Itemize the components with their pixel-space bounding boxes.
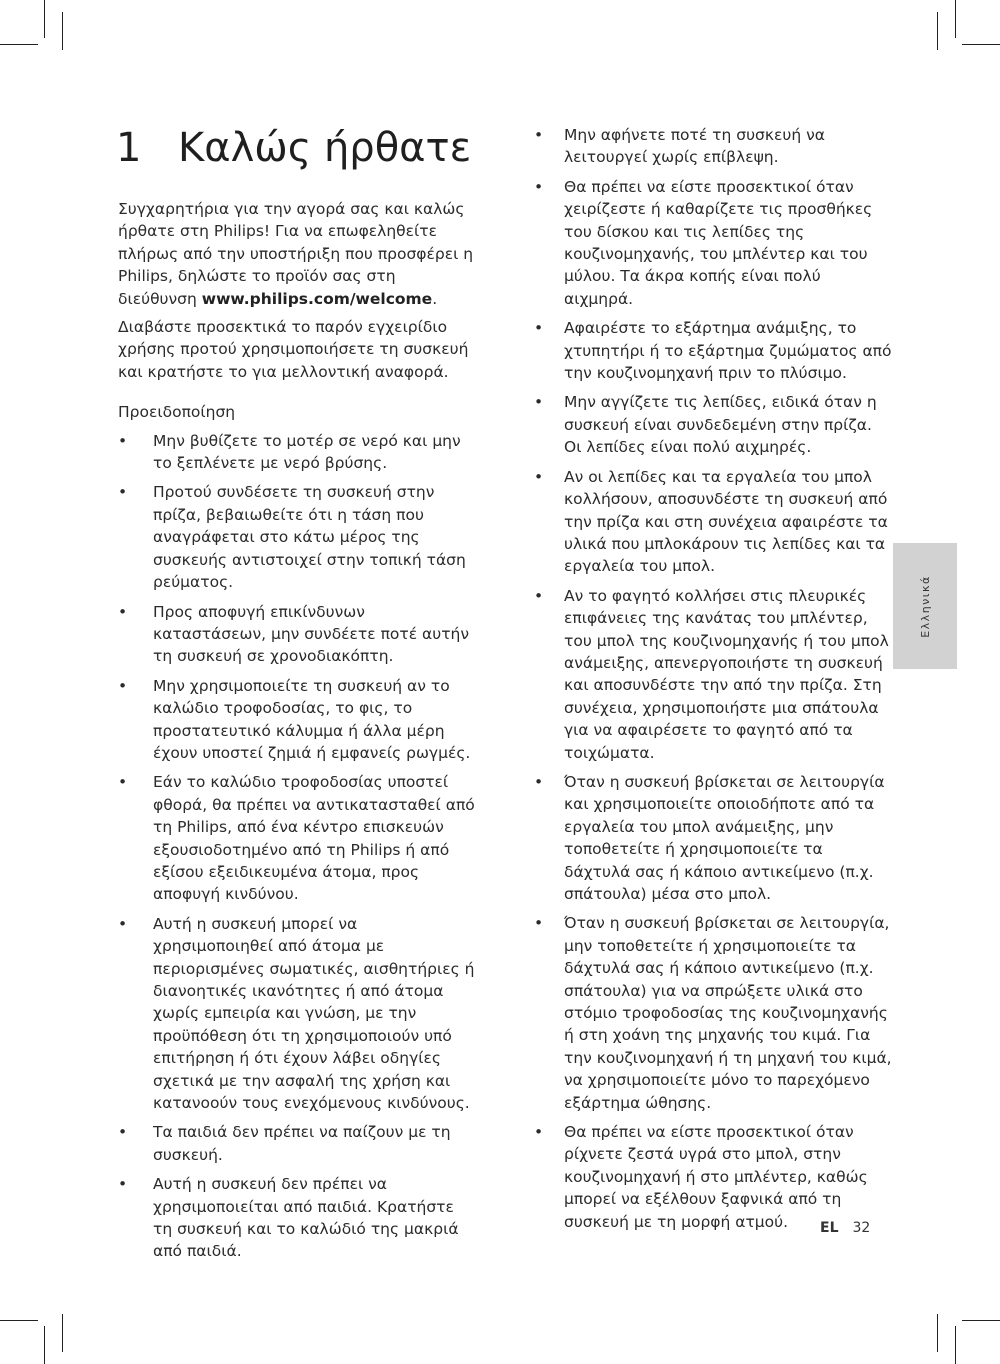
list-item: • Εάν το καλώδιο τροφοδοσίας υποστεί φθορά, θα πρέπει να αντικατασταθεί από τη Philips, από ένα κέντρο επισκευών εξουσιοδοτημένο από τη Philips ή από εξίσου εξειδικευμένα άτομα, προς αποφυγή κινδύνου.	[118, 773, 475, 904]
list-item: • Όταν η συσκευή βρίσκεται σε λειτουργία, μην τοποθετείτε ή χρησιμοποιείτε τα δάχτυλά σας ή κάποιο αντικείμενο (π.χ. σπάτουλα) για να σπρώξετε υλικά στο στόμιο τροφοδοσίας της κουζινομηχανής ή στη χοάνη της μηχανής του κιμά. Για την κουζινομηχανή ή τη μηχανή του κιμά, να χρησιμοποιείτε μόνο το παρεχόμενο εξάρτημα ώθησης.	[534, 914, 892, 1112]
page-number: 32	[852, 1220, 871, 1236]
crop-mark	[0, 1320, 38, 1321]
intro-paragraph: Συγχαρητήρια για την αγορά σας και καλώς ήρθατε στη Philips! Για να επωφεληθείτε πλήρως από την υποστήριξη που προσφέρει η Philips, δηλώστε το προϊόν σας στη διεύθυνση www.philips.com/welcome.	[118, 200, 474, 308]
list-item: • Όταν η συσκευή βρίσκεται σε λειτουργία και χρησιμοποιείτε οποιοδήποτε από τα εργαλεία του μπολ ανάμειξης, μην τοποθετείτε ή χρησιμοποιείτε τα δάχτυλά σας ή κάποιο αντικείμενο (π.χ. σπάτουλα) μέσα στο μπολ.	[534, 772, 885, 903]
welcome-url: www.philips.com/welcome	[201, 289, 433, 308]
chapter-number: 1	[116, 125, 142, 171]
right-column	[534, 124, 892, 1240]
language-tab-label: Ελληνικά	[918, 574, 932, 638]
warning-list	[118, 430, 476, 1263]
read-manual-paragraph: Διαβάστε προσεκτικά το παρόν εγχειρίδιο χρήσης προτού χρησιμοποιήσετε τη συσκευή και κρατήστε το για μελλοντική αναφορά.	[118, 318, 469, 381]
list-item: • Μην βυθίζετε το μοτέρ σε νερό και μην το ξεπλένετε με νερό βρύσης.	[118, 431, 461, 473]
crop-mark	[0, 44, 38, 45]
crop-mark	[44, 0, 45, 38]
list-item: • Αυτή η συσκευή μπορεί να χρησιμοποιηθεί από άτομα με περιορισμένες σωματικές, αισθητήριες ή διανοητικές ικανότητες ή από άτομα χωρίς εμπειρία και γνώση, με την προϋπόθεση ότι τη χρησιμοποιούν υπό επιτήρηση ή ότι έχουν λάβει οδηγίες σχετικά με την ασφαλή της χρήση και κατανοούν τους ενεχόμενους κινδύνους.	[118, 914, 475, 1113]
warning-list-continued	[534, 124, 892, 1233]
list-item: • Θα πρέπει να είστε προσεκτικοί όταν χειρίζεστε ή καθαρίζετε τις προσθήκες του δίσκου και τις λεπίδες της κουζινομηχανής, του μπλέντερ και του μύλου. Τα άκρα κοπής είναι πολύ αιχμηρά.	[534, 177, 873, 308]
list-item: • Προς αποφυγή επικίνδυνων καταστάσεων, μην συνδέετε ποτέ αυτήν τη συσκευή σε χρονοδιακόπτη.	[118, 602, 470, 666]
language-code: EL	[820, 1220, 839, 1236]
language-tab	[893, 543, 957, 669]
list-item: • Μην αφήνετε ποτέ τη συσκευή να λειτουργεί χωρίς επίβλεψη.	[534, 126, 825, 167]
crop-mark	[955, 1326, 956, 1364]
list-item: • Μην χρησιμοποιείτε τη συσκευή αν το καλώδιο τροφοδοσίας, το φις, το προστατευτικό κάλυμμα ή άλλα μέρη έχουν υποστεί ζημιά ή εμφανείς ρωγμές.	[118, 676, 471, 762]
page-footer	[820, 1220, 884, 1236]
crop-mark	[62, 1314, 63, 1352]
left-column	[118, 198, 476, 1270]
crop-mark	[937, 1314, 938, 1352]
list-item: • Προτού συνδέσετε τη συσκευή στην πρίζα, βεβαιωθείτε ότι η τάση που αναγράφεται στο κάτω μέρος της συσκευής αντιστοιχεί στην τοπική τάση ρεύματος.	[118, 483, 466, 592]
section-heading-warning: Προειδοποίηση	[118, 403, 236, 422]
list-item: • Μην αγγίζετε τις λεπίδες, ειδικά όταν η συσκευή είναι συνδεδεμένη στην πρίζα. Οι λεπίδες είναι πολύ αιχμηρές.	[534, 393, 877, 457]
list-item: • Αν το φαγητό κολλήσει στις πλευρικές επιφάνειες της κανάτας του μπλέντερ, του μπολ της κουζινομηχανής ή του μπολ ανάμειξης, απενεργοποιήστε τη συσκευή και αποσυνδέστε την από την πρίζα. Στη συνέχεια, χρησιμοποιήστε μια σπάτουλα για να αφαιρέσετε το φαγητό από τα τοιχώματα.	[534, 586, 889, 762]
crop-mark	[962, 44, 1000, 45]
chapter-title	[116, 122, 471, 174]
crop-mark	[62, 12, 63, 50]
chapter-title-text: Καλώς ήρθατε	[178, 125, 472, 171]
crop-mark	[44, 1326, 45, 1364]
list-item: • Αυτή η συσκευή δεν πρέπει να χρησιμοποιείται από παιδιά. Κρατήστε τη συσκευή και το καλώδιό της μακριά από παιδιά.	[118, 1175, 459, 1261]
crop-mark	[955, 0, 956, 38]
list-item: • Τα παιδιά δεν πρέπει να παίζουν με τη συσκευή.	[118, 1123, 451, 1164]
crop-mark	[962, 1320, 1000, 1321]
list-item: • Αν οι λεπίδες και τα εργαλεία του μπολ κολλήσουν, αποσυνδέστε τη συσκευή από την πρίζα και στη συνέχεια αφαιρέστε τα υλικά που μπλοκάρουν τις λεπίδες και τα εργαλεία του μπολ.	[534, 467, 888, 576]
list-item: • Θα πρέπει να είστε προσεκτικοί όταν ρίχνετε ζεστά υγρά στο μπολ, στην κουζινομηχανή ή στο μπλέντερ, καθώς μπορεί να εξέλθουν ξαφνικά από τη συσκευή με τη μορφή ατμού.	[534, 1123, 868, 1231]
list-item: • Αφαιρέστε το εξάρτημα ανάμιξης, το χτυπητήρι ή το εξάρτημα ζυμώματος από την κουζινομηχανή πριν το πλύσιμο.	[534, 319, 892, 383]
crop-mark	[937, 12, 938, 50]
